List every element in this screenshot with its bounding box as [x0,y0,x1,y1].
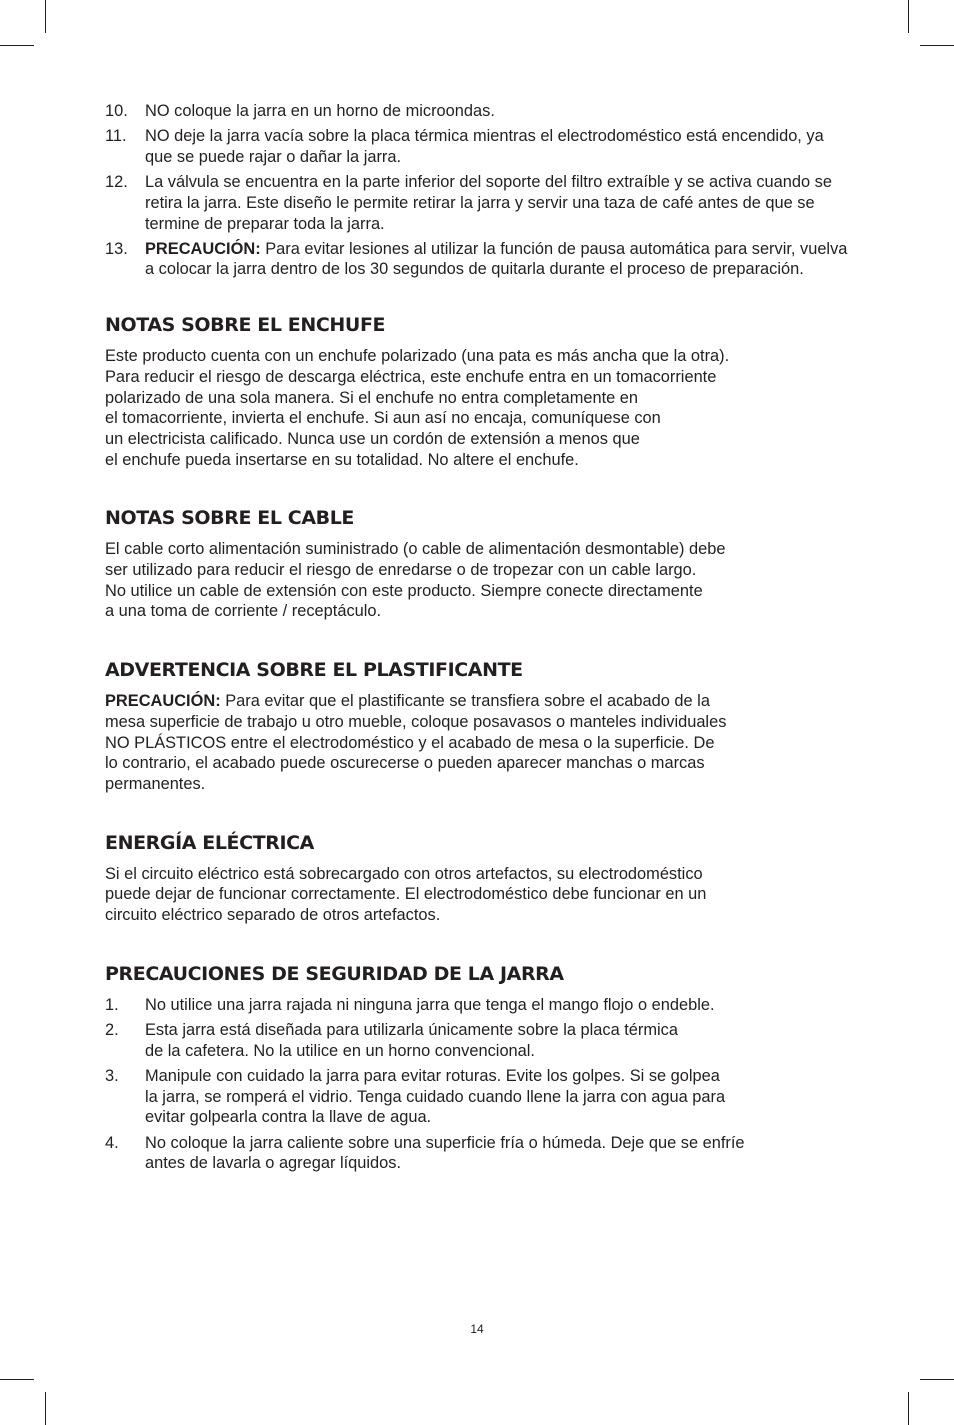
list-item [105,1133,850,1174]
electric-power-section [105,831,850,926]
intro-list [105,101,850,280]
list-item [105,101,850,122]
list-item [105,172,850,234]
section-heading: PRECAUCIONES DE SEGURIDAD DE LA JARRA [105,962,564,985]
list-item [105,1066,850,1128]
carafe-list [105,995,850,1174]
crop-mark-bottom-left-vertical [45,1392,46,1425]
page-number: 14 [470,1322,484,1336]
list-item [105,1020,850,1061]
list-text: Para evitar lesiones al utilizar la función de pausa automática para servir, vuelva a colocar la jarra dentro de los 30 segundos de quitarla durante el proceso de preparación. [145,239,848,279]
section-body: Este producto cuenta con un enchufe polarizado (una pata es más ancha que la otra). Para reducir el riesgo de descarga eléctrica, este enchufe entra en un tomacorriente polarizado de una sola manera. Si el enchufe no entra completamente en el tomacorriente, invierta el enchufe. Si aun así no encaja, comuníquese con un electricista calificado. Nunca use un cordón de extensión a menos que el enchufe pueda insertarse en su totalidad. No altere el enchufe. [105,347,730,469]
list-number: 4. [105,1133,119,1152]
plug-section [105,313,850,470]
caution-label: PRECAUCIÓN: [145,239,261,258]
list-number: 2. [105,1020,119,1039]
section-body: El cable corto alimentación suministrado (o cable de alimentación desmontable) debe ser utilizado para reducir el riesgo de enredarse o de tropezar con un cable largo. No utilice un cable de extensión con este producto. Siempre conecte directamente a una toma de corriente / receptáculo. [105,540,726,621]
list-text: No utilice una jarra rajada ni ninguna jarra que tenga el mango flojo o endeble. [145,995,715,1014]
list-item [105,995,850,1016]
list-number: 12. [105,173,128,192]
carafe-safety-section [105,962,850,1174]
list-number: 13. [105,239,128,258]
list-number: 10. [105,102,128,120]
section-heading: NOTAS SOBRE EL CABLE [105,507,355,530]
crop-mark-top-left-horizontal [0,45,34,46]
section-body: Si el circuito eléctrico está sobrecargado con otros artefactos, su electrodoméstico puede dejar de funcionar correctamente. El electrodoméstico debe funcionar en un circuito eléctrico separado de otros artefactos. [105,864,707,925]
section-body [105,691,850,795]
list-text: La válvula se encuentra en la parte inferior del soporte del filtro extraíble y se activa cuando se retira la jarra. Este diseño le permite retirar la jarra y servir una taza de café antes de que se termine de preparar toda la jarra. [145,173,832,233]
section-text: Para evitar que el plastificante se transfiera sobre el acabado de la mesa superficie de trabajo u otro mueble, coloque posavasos o manteles individuales NO PLÁSTICOS entre el electrodoméstico y el acabado de mesa o la superficie. De lo contrario, el acabado puede oscurecerse o pueden aparecer manchas o marcas permanentes. [105,692,727,793]
page-content [105,101,850,1178]
crop-mark-bottom-left-horizontal [0,1379,34,1380]
list-number: 3. [105,1066,119,1085]
crop-mark-top-left-vertical [45,0,46,33]
crop-mark-bottom-right-vertical [908,1392,909,1425]
list-text: NO coloque la jarra en un horno de microondas. [145,102,495,120]
list-text: NO deje la jarra vacía sobre la placa térmica mientras el electrodoméstico está encendido, ya que se puede rajar o dañar la jarra. [145,127,824,166]
crop-mark-top-right-horizontal [920,45,954,46]
list-text: Manipule con cuidado la jarra para evitar roturas. Evite los golpes. Si se golpea la jarra, se romperá el vidrio. Tenga cuidado cuando llene la jarra con agua para evitar golpearla contra la llave de agua. [145,1066,726,1127]
list-text: Esta jarra está diseñada para utilizarla únicamente sobre la placa térmica de la cafetera. No la utilice en un horno convencional. [145,1020,678,1060]
caution-label: PRECAUCIÓN: [105,692,221,711]
list-number: 11. [105,127,127,146]
section-heading: ADVERTENCIA SOBRE EL PLASTIFICANTE [105,659,523,682]
crop-mark-top-right-vertical [908,0,909,33]
list-item [105,126,850,167]
list-item [105,239,850,280]
section-heading: NOTAS SOBRE EL ENCHUFE [105,314,386,337]
crop-mark-bottom-right-horizontal [920,1379,954,1380]
cable-section [105,506,850,622]
plasticizer-section [105,658,850,795]
list-text: No coloque la jarra caliente sobre una superficie fría o húmeda. Deje que se enfríe antes de lavarla o agregar líquidos. [145,1133,745,1173]
section-heading: ENERGÍA ELÉCTRICA [105,831,314,854]
list-number: 1. [105,995,119,1014]
